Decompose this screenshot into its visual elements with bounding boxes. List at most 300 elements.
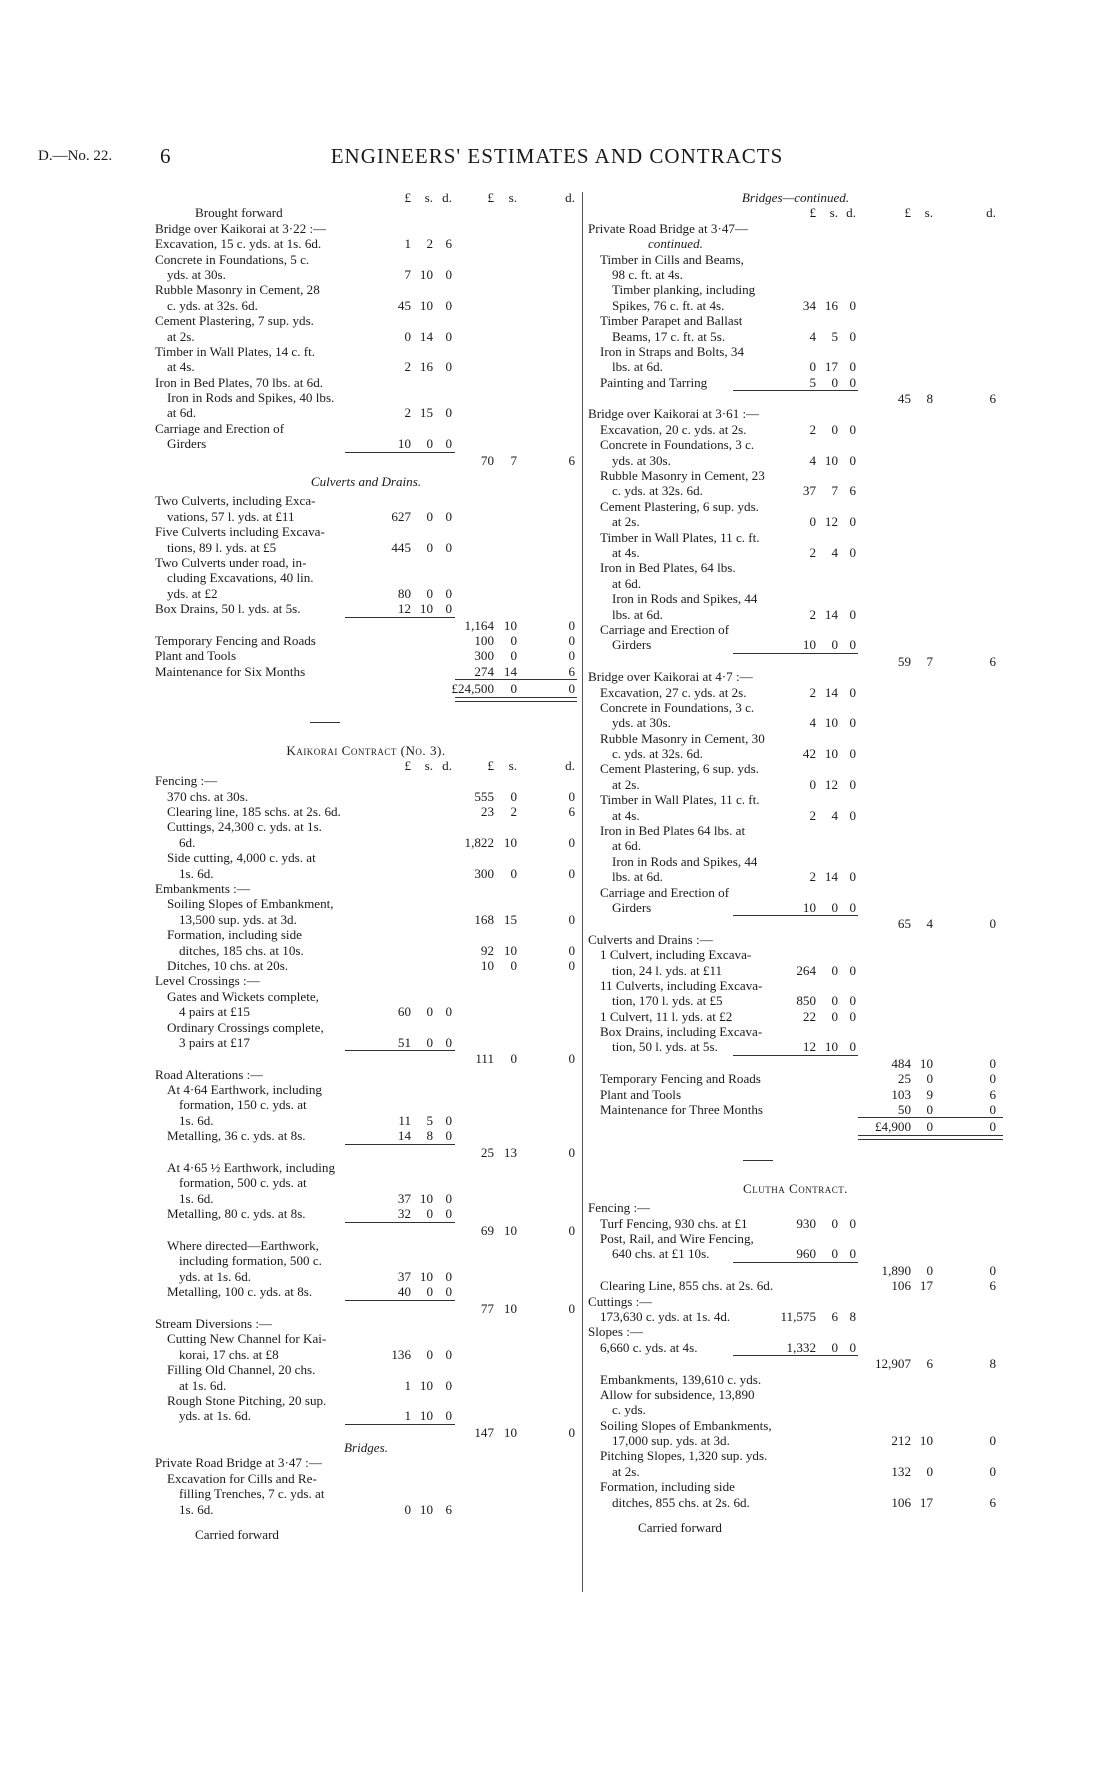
bridge-item-pounds: 2 bbox=[404, 359, 411, 375]
money-head: s. bbox=[508, 757, 517, 773]
level-item-pence: 0 bbox=[445, 1004, 452, 1020]
group-label: Fencing :— bbox=[155, 773, 218, 789]
culvert-item bbox=[588, 947, 1003, 962]
cuttings-subtotal-shillings: 6 bbox=[926, 1356, 933, 1372]
road-item-pence: 0 bbox=[445, 1268, 452, 1284]
item-text: 1 Culvert, 11 l. yds. at £2 bbox=[600, 1008, 733, 1024]
misc-pounds: 103 bbox=[891, 1086, 911, 1102]
level-item bbox=[155, 1004, 577, 1019]
item-text: Concrete in Foundations, 5 c. bbox=[155, 251, 310, 267]
bridge-subtotal-shillings: 7 bbox=[510, 452, 517, 468]
item-text: Excavation, 27 c. yds. at 2s. bbox=[600, 684, 747, 700]
item-text: Beams, 17 c. ft. at 5s. bbox=[612, 328, 726, 344]
tail-item bbox=[588, 1464, 1003, 1479]
group-label: Embankments :— bbox=[155, 881, 250, 897]
bridge-item bbox=[588, 468, 1003, 483]
bridge-item-shillings: 0 bbox=[831, 637, 838, 653]
fencing-item bbox=[588, 1216, 1003, 1231]
road-item-shillings: 10 bbox=[419, 1190, 433, 1206]
item-text: formation, 500 c. yds. at bbox=[179, 1175, 307, 1191]
item-text: Cement Plastering, 6 sup. yds. bbox=[600, 498, 759, 514]
bridge-item-pence: 0 bbox=[445, 328, 452, 344]
item-text: at 4s. bbox=[612, 544, 640, 560]
cuttings-subtotal-pounds: 12,907 bbox=[874, 1356, 911, 1372]
bridge-subtotal-pence: 6 bbox=[989, 391, 996, 407]
item-text: 11 Culverts, including Excava- bbox=[600, 977, 763, 993]
bridge-item-pence: 0 bbox=[849, 869, 856, 885]
misc-shillings: 0 bbox=[926, 1102, 933, 1118]
fencing-item bbox=[155, 804, 577, 819]
item-text: Cutting New Channel for Kai- bbox=[167, 1331, 327, 1347]
grand-total-pounds: £24,500 bbox=[451, 681, 494, 697]
culverts-subtotal-pence: 0 bbox=[568, 617, 575, 633]
bridge-subtotal-pounds: 59 bbox=[897, 653, 911, 669]
money-head: s. bbox=[508, 190, 517, 205]
fencing-item-shillings: 0 bbox=[510, 788, 517, 804]
contract-heading bbox=[155, 743, 577, 758]
bridge-subtotal-pence: 0 bbox=[989, 916, 996, 932]
bridge-item-shillings: 16 bbox=[419, 359, 433, 375]
item-text: Iron in Bed Plates 64 lbs. at bbox=[600, 823, 746, 839]
misc-pence: 6 bbox=[989, 1086, 996, 1102]
stream-item-pounds: 1 bbox=[404, 1377, 411, 1393]
money-head: £ bbox=[404, 757, 411, 773]
item-text: Soiling Slopes of Embankment, bbox=[167, 896, 334, 912]
road-item bbox=[155, 1238, 577, 1253]
culvert-item bbox=[155, 601, 577, 616]
level-item bbox=[155, 1020, 577, 1035]
road-item bbox=[155, 1113, 577, 1128]
road-item-pounds: 40 bbox=[397, 1284, 411, 1300]
bridge-item bbox=[155, 1486, 577, 1501]
stream-item bbox=[155, 1408, 577, 1423]
money-head: £ bbox=[904, 205, 911, 221]
item-text: Timber in Wall Plates, 11 c. ft. bbox=[600, 529, 760, 545]
road-item-shillings: 8 bbox=[426, 1128, 433, 1144]
level-item-pounds: 60 bbox=[397, 1004, 411, 1020]
bridge-item bbox=[588, 483, 1003, 498]
group-label: Cuttings :— bbox=[588, 1293, 653, 1309]
carried-forward bbox=[588, 1520, 1003, 1535]
tail-item-shillings: 10 bbox=[919, 1433, 933, 1449]
money-head: d. bbox=[846, 205, 856, 221]
bridge-item-pence: 0 bbox=[849, 637, 856, 653]
road-subtotal bbox=[155, 1223, 577, 1238]
fencing-subtotal-pence: 0 bbox=[989, 1262, 996, 1278]
stream-item-shillings: 10 bbox=[419, 1377, 433, 1393]
bridge-item bbox=[155, 282, 577, 297]
culverts-subtotal-pence: 0 bbox=[989, 1055, 996, 1071]
grand-total bbox=[155, 681, 577, 696]
stream-subtotal bbox=[155, 1425, 577, 1440]
bridge-item-pence: 0 bbox=[849, 359, 856, 375]
fencing-item-pounds: 300 bbox=[474, 865, 494, 881]
item-text: Two Culverts, including Exca- bbox=[155, 493, 316, 509]
bridge-item-shillings: 15 bbox=[419, 405, 433, 421]
bridge-item-shillings: 10 bbox=[419, 297, 433, 313]
grand-total bbox=[588, 1119, 1003, 1134]
bridge-subtotal-pounds: 70 bbox=[480, 452, 494, 468]
fencing-item-shillings: 0 bbox=[831, 1215, 838, 1231]
bridge-item-shillings: 4 bbox=[831, 807, 838, 823]
item-text: Plant and Tools bbox=[600, 1086, 682, 1102]
group-label: Level Crossings :— bbox=[155, 973, 260, 989]
culvert-item-shillings: 0 bbox=[426, 539, 433, 555]
road-subtotal-pence: 0 bbox=[568, 1144, 575, 1160]
misc-item bbox=[155, 648, 577, 663]
road-subtotal-shillings: 10 bbox=[503, 1300, 517, 1316]
item-text: 370 chs. at 30s. bbox=[167, 788, 249, 804]
item-text: Girders bbox=[612, 637, 652, 653]
culvert-item bbox=[155, 493, 577, 508]
road-item-pounds: 32 bbox=[397, 1206, 411, 1222]
culvert-item bbox=[155, 524, 577, 539]
item-text: at 6d. bbox=[612, 838, 642, 854]
culvert-item-shillings: 10 bbox=[824, 1039, 838, 1055]
road-subtotal-shillings: 10 bbox=[503, 1222, 517, 1238]
clearing-item-shillings: 17 bbox=[919, 1278, 933, 1294]
embankment-line: Embankments, 139,610 c. yds. bbox=[600, 1371, 762, 1387]
stream-item-pounds: 1 bbox=[404, 1408, 411, 1424]
section-rule bbox=[310, 722, 340, 723]
money-head: s. bbox=[829, 205, 838, 221]
money-head: d. bbox=[565, 190, 575, 205]
item-text: Five Culverts including Excava- bbox=[155, 524, 325, 540]
section-heading: Bridge over Kaikorai at 3·61 :— bbox=[588, 406, 760, 422]
section-heading bbox=[155, 221, 577, 236]
item-text: Formation, including side bbox=[600, 1479, 735, 1495]
item-text: lbs. at 6d. bbox=[612, 606, 663, 622]
money-head: £ bbox=[809, 205, 816, 221]
item-text: Concrete in Foundations, 3 c. bbox=[600, 699, 755, 715]
tail-item-pounds: 106 bbox=[891, 1494, 911, 1510]
tail-item bbox=[588, 1448, 1003, 1463]
bridge-item-shillings: 10 bbox=[419, 1501, 433, 1517]
item-text: Carriage and Erection of bbox=[155, 420, 285, 436]
item-text: Where directed—Earthwork, bbox=[167, 1238, 319, 1253]
bridge-item-pounds: 42 bbox=[802, 746, 816, 762]
item-text: tions, 89 l. yds. at £5 bbox=[167, 539, 277, 555]
item-text: yds. at 30s. bbox=[167, 266, 226, 282]
item-text: Clearing line, 185 schs. at 2s. 6d. bbox=[167, 804, 341, 820]
bridge-item-pence: 6 bbox=[849, 483, 856, 499]
tail-item bbox=[588, 1495, 1003, 1510]
culvert-item-pounds: 80 bbox=[397, 585, 411, 601]
culvert-item bbox=[155, 509, 577, 524]
bridge-item bbox=[155, 329, 577, 344]
bridge-item bbox=[155, 298, 577, 313]
stream-item-pounds: 136 bbox=[391, 1346, 411, 1362]
bridge-item bbox=[155, 421, 577, 436]
embankment-item bbox=[155, 927, 577, 942]
item-text: Temporary Fencing and Roads bbox=[600, 1071, 761, 1087]
tail-item-pence: 0 bbox=[989, 1433, 996, 1449]
item-text: 173,630 c. yds. at 1s. 4d. bbox=[600, 1308, 731, 1324]
tail-item bbox=[588, 1433, 1003, 1448]
cuttings-item bbox=[588, 1309, 1003, 1324]
misc-item bbox=[588, 1102, 1003, 1117]
column-divider bbox=[582, 192, 583, 1592]
bridge-item-pence: 0 bbox=[849, 297, 856, 313]
level-subtotal bbox=[155, 1051, 577, 1066]
embankment-item-pounds: 168 bbox=[474, 911, 494, 927]
carried-forward: Carried forward bbox=[195, 1527, 279, 1543]
fencing-item-shillings: 0 bbox=[831, 1246, 838, 1262]
stream-item-pence: 0 bbox=[445, 1377, 452, 1393]
culvert-item-shillings: 0 bbox=[831, 962, 838, 978]
stream-subtotal-shillings: 10 bbox=[503, 1424, 517, 1440]
embankment-item-pounds: 10 bbox=[480, 957, 494, 973]
road-item bbox=[155, 1175, 577, 1190]
item-text: Post, Rail, and Wire Fencing, bbox=[600, 1231, 754, 1246]
bridge-item-shillings: 12 bbox=[824, 776, 838, 792]
bridge-item-pounds: 4 bbox=[809, 452, 816, 468]
item-text: ditches, 185 chs. at 10s. bbox=[179, 942, 304, 958]
fencing-item bbox=[155, 819, 577, 834]
road-item bbox=[155, 1191, 577, 1206]
item-text: Carriage and Erection of bbox=[600, 621, 730, 637]
item-text: Rubble Masonry in Cement, 23 bbox=[600, 468, 765, 484]
item-text: formation, 150 c. yds. at bbox=[179, 1097, 307, 1113]
item-text: Timber in Wall Plates, 11 c. ft. bbox=[600, 792, 760, 808]
fencing-item-pounds: 23 bbox=[480, 804, 494, 820]
bridge-item-pence: 0 bbox=[445, 405, 452, 421]
fencing-subtotal bbox=[588, 1263, 1003, 1278]
road-subtotal-pounds: 25 bbox=[480, 1144, 494, 1160]
cuttings-item-pence: 8 bbox=[849, 1308, 856, 1324]
tail-item bbox=[588, 1418, 1003, 1433]
item-text: Concrete in Foundations, 3 c. bbox=[600, 437, 755, 453]
item-text: Cement Plastering, 6 sup. yds. bbox=[600, 761, 759, 777]
bridge-item-shillings: 0 bbox=[426, 436, 433, 452]
item-text: at 6d. bbox=[167, 405, 197, 421]
section-heading: Private Road Bridge at 3·47 :— bbox=[155, 1455, 322, 1471]
item-text: Spikes, 76 c. ft. at 4s. bbox=[612, 297, 725, 313]
bridge-item bbox=[588, 298, 1003, 313]
bridge-item bbox=[155, 313, 577, 328]
money-head: £ bbox=[487, 757, 494, 773]
level-item-shillings: 0 bbox=[426, 1004, 433, 1020]
slopes-item-pounds: 1,332 bbox=[786, 1339, 816, 1355]
bridge-item bbox=[588, 885, 1003, 900]
tail-item-pounds: 212 bbox=[891, 1433, 911, 1449]
cuttings-item-pounds: 11,575 bbox=[780, 1308, 816, 1324]
item-text: Plant and Tools bbox=[155, 648, 237, 664]
bridge-item-pounds: 0 bbox=[404, 1501, 411, 1517]
road-item-pence: 0 bbox=[445, 1190, 452, 1206]
bridge-item-pence: 0 bbox=[849, 514, 856, 530]
money-column-heads bbox=[155, 758, 577, 773]
fencing-item-pounds: 930 bbox=[796, 1215, 816, 1231]
item-text: at 1s. 6d. bbox=[179, 1377, 227, 1393]
level-subtotal-shillings: 0 bbox=[510, 1051, 517, 1067]
bridge-item-pounds: 5 bbox=[809, 374, 816, 390]
bridge-item bbox=[588, 777, 1003, 792]
road-subtotal-shillings: 13 bbox=[503, 1144, 517, 1160]
fencing-item-pence: 0 bbox=[568, 865, 575, 881]
bridge-item bbox=[588, 344, 1003, 359]
culvert-item-pounds: 12 bbox=[802, 1039, 816, 1055]
item-text: c. yds. at 32s. 6d. bbox=[612, 746, 703, 762]
fencing-item-pence: 6 bbox=[568, 804, 575, 820]
item-text: lbs. at 6d. bbox=[612, 359, 663, 375]
item-text: Soiling Slopes of Embankments, bbox=[600, 1417, 772, 1433]
bridge-subtotal-shillings: 7 bbox=[926, 653, 933, 669]
brought-forward bbox=[155, 205, 577, 220]
item-text: 6,660 c. yds. at 4s. bbox=[600, 1339, 698, 1355]
bridge-item bbox=[588, 731, 1003, 746]
stream-item bbox=[155, 1331, 577, 1346]
item-text: 1 Culvert, including Excava- bbox=[600, 947, 752, 963]
culvert-item-pounds: 627 bbox=[391, 508, 411, 524]
stream-item bbox=[155, 1393, 577, 1408]
bridge-item-pence: 0 bbox=[849, 452, 856, 468]
item-text: Girders bbox=[612, 899, 652, 915]
clearing-item bbox=[588, 1278, 1003, 1293]
bridge-item bbox=[588, 607, 1003, 622]
culvert-item-pounds: 445 bbox=[391, 539, 411, 555]
group-label: Fencing :— bbox=[588, 1200, 651, 1216]
misc-shillings: 0 bbox=[510, 648, 517, 664]
culverts-subtotal bbox=[155, 618, 577, 633]
item-text: at 2s. bbox=[612, 776, 640, 792]
bridge-subtotal bbox=[588, 654, 1003, 669]
item-text: Rough Stone Pitching, 20 sup. bbox=[167, 1392, 327, 1408]
bridge-item bbox=[155, 1471, 577, 1486]
bridge-item bbox=[588, 267, 1003, 282]
carried-forward bbox=[155, 1527, 577, 1542]
bridge-item bbox=[588, 685, 1003, 700]
item-text: Box Drains, including Excava- bbox=[600, 1024, 763, 1040]
tail-item-pence: 0 bbox=[989, 1463, 996, 1479]
level-subtotal-pence: 0 bbox=[568, 1051, 575, 1067]
bridge-item bbox=[155, 436, 577, 451]
bridge-item-pence: 0 bbox=[445, 266, 452, 282]
road-item bbox=[155, 1284, 577, 1299]
item-text: including formation, 500 c. bbox=[179, 1253, 322, 1269]
money-column-heads bbox=[588, 205, 1003, 220]
bridge-item-shillings: 14 bbox=[824, 869, 838, 885]
culvert-item bbox=[588, 993, 1003, 1008]
bridge-item-pence: 0 bbox=[849, 684, 856, 700]
group-label bbox=[155, 1316, 577, 1331]
grand-total-pence: 0 bbox=[568, 681, 575, 697]
culvert-item-shillings: 0 bbox=[831, 1008, 838, 1024]
bridge-item bbox=[155, 252, 577, 267]
stream-subtotal-pounds: 147 bbox=[474, 1424, 494, 1440]
bridge-subtotal bbox=[155, 453, 577, 468]
fencing-item bbox=[155, 835, 577, 850]
road-item-pence: 0 bbox=[445, 1206, 452, 1222]
bridge-item-pence: 0 bbox=[849, 899, 856, 915]
road-item-pounds: 11 bbox=[398, 1112, 411, 1128]
item-text: Side cutting, 4,000 c. yds. at bbox=[167, 850, 316, 866]
money-head: s. bbox=[424, 757, 433, 773]
bridge-subtotal-pence: 6 bbox=[568, 452, 575, 468]
bridge-item-pounds: 2 bbox=[809, 869, 816, 885]
road-subtotal-pence: 0 bbox=[568, 1300, 575, 1316]
fencing-item-pounds: 960 bbox=[796, 1246, 816, 1262]
bridge-item bbox=[588, 761, 1003, 776]
bridge-item-pence: 0 bbox=[849, 776, 856, 792]
bridge-item bbox=[588, 422, 1003, 437]
item-text: Clearing Line, 855 chs. at 2s. 6d. bbox=[600, 1278, 774, 1294]
item-text: Iron in Rods and Spikes, 44 bbox=[612, 853, 758, 869]
bridge-item-pence: 0 bbox=[445, 436, 452, 452]
money-head: s. bbox=[924, 205, 933, 221]
item-text: 98 c. ft. at 4s. bbox=[612, 266, 683, 282]
fencing-item-shillings: 2 bbox=[510, 804, 517, 820]
bridge-item bbox=[588, 499, 1003, 514]
bridge-item-pence: 0 bbox=[849, 544, 856, 560]
item-text: ditches, 855 chs. at 2s. 6d. bbox=[612, 1494, 750, 1510]
culvert-item-pounds: 22 bbox=[802, 1008, 816, 1024]
item-text: 1s. 6d. bbox=[179, 1501, 214, 1517]
item-text: Iron in Bed Plates, 70 lbs. at 6d. bbox=[155, 374, 324, 390]
page-header bbox=[0, 140, 1114, 180]
stream-item-pence: 0 bbox=[445, 1346, 452, 1362]
item-text: Painting and Tarring bbox=[600, 374, 708, 390]
section-heading bbox=[588, 221, 1003, 236]
tail-item bbox=[588, 1479, 1003, 1494]
bridge-item bbox=[588, 545, 1003, 560]
slopes-item-shillings: 0 bbox=[831, 1339, 838, 1355]
culvert-item-pence: 0 bbox=[445, 508, 452, 524]
road-subtotal-pounds: 69 bbox=[480, 1222, 494, 1238]
bridge-item bbox=[588, 792, 1003, 807]
item-text: Metalling, 36 c. yds. at 8s. bbox=[167, 1128, 306, 1144]
bridge-item-shillings: 10 bbox=[419, 266, 433, 282]
bridge-item bbox=[588, 313, 1003, 328]
contract-heading bbox=[588, 1181, 1003, 1196]
embankment-item-pence: 0 bbox=[568, 942, 575, 958]
tail-item-pounds: 132 bbox=[891, 1463, 911, 1479]
misc-pence: 0 bbox=[989, 1071, 996, 1087]
item-text: korai, 17 chs. at £8 bbox=[179, 1346, 279, 1362]
bridge-subtotal bbox=[588, 391, 1003, 406]
embankment-item-shillings: 15 bbox=[503, 911, 517, 927]
continued-heading bbox=[588, 190, 1003, 205]
bridge-item-pounds: 2 bbox=[809, 684, 816, 700]
embankment-item bbox=[155, 912, 577, 927]
bridge-item-pounds: 45 bbox=[397, 297, 411, 313]
item-text: Excavation, 15 c. yds. at 1s. 6d. bbox=[155, 236, 322, 252]
item-text: 1s. 6d. bbox=[179, 865, 214, 881]
cuttings-item-shillings: 6 bbox=[831, 1308, 838, 1324]
item-text: 6d. bbox=[179, 834, 196, 850]
level-item-pounds: 51 bbox=[397, 1034, 411, 1050]
road-item bbox=[155, 1128, 577, 1143]
bridge-item-shillings: 0 bbox=[831, 374, 838, 390]
fencing-item-pence: 0 bbox=[849, 1215, 856, 1231]
item-text: at 2s. bbox=[612, 514, 640, 530]
slopes-item bbox=[588, 1340, 1003, 1355]
misc-shillings: 14 bbox=[503, 663, 517, 679]
embankment-item-pence: 0 bbox=[568, 957, 575, 973]
culvert-item-shillings: 0 bbox=[426, 508, 433, 524]
bridge-item bbox=[155, 267, 577, 282]
bridge-item bbox=[588, 622, 1003, 637]
embankment-line bbox=[588, 1387, 1003, 1402]
culvert-item bbox=[588, 963, 1003, 978]
stream-item-shillings: 10 bbox=[419, 1408, 433, 1424]
carried-forward: Carried forward bbox=[638, 1520, 722, 1536]
section-heading: Private Road Bridge at 3·47— bbox=[588, 220, 749, 236]
grand-total-pence: 0 bbox=[989, 1119, 996, 1135]
slopes-item-pence: 0 bbox=[849, 1339, 856, 1355]
culverts-subtotal bbox=[588, 1056, 1003, 1071]
item-text: Timber planking, including bbox=[612, 282, 756, 298]
